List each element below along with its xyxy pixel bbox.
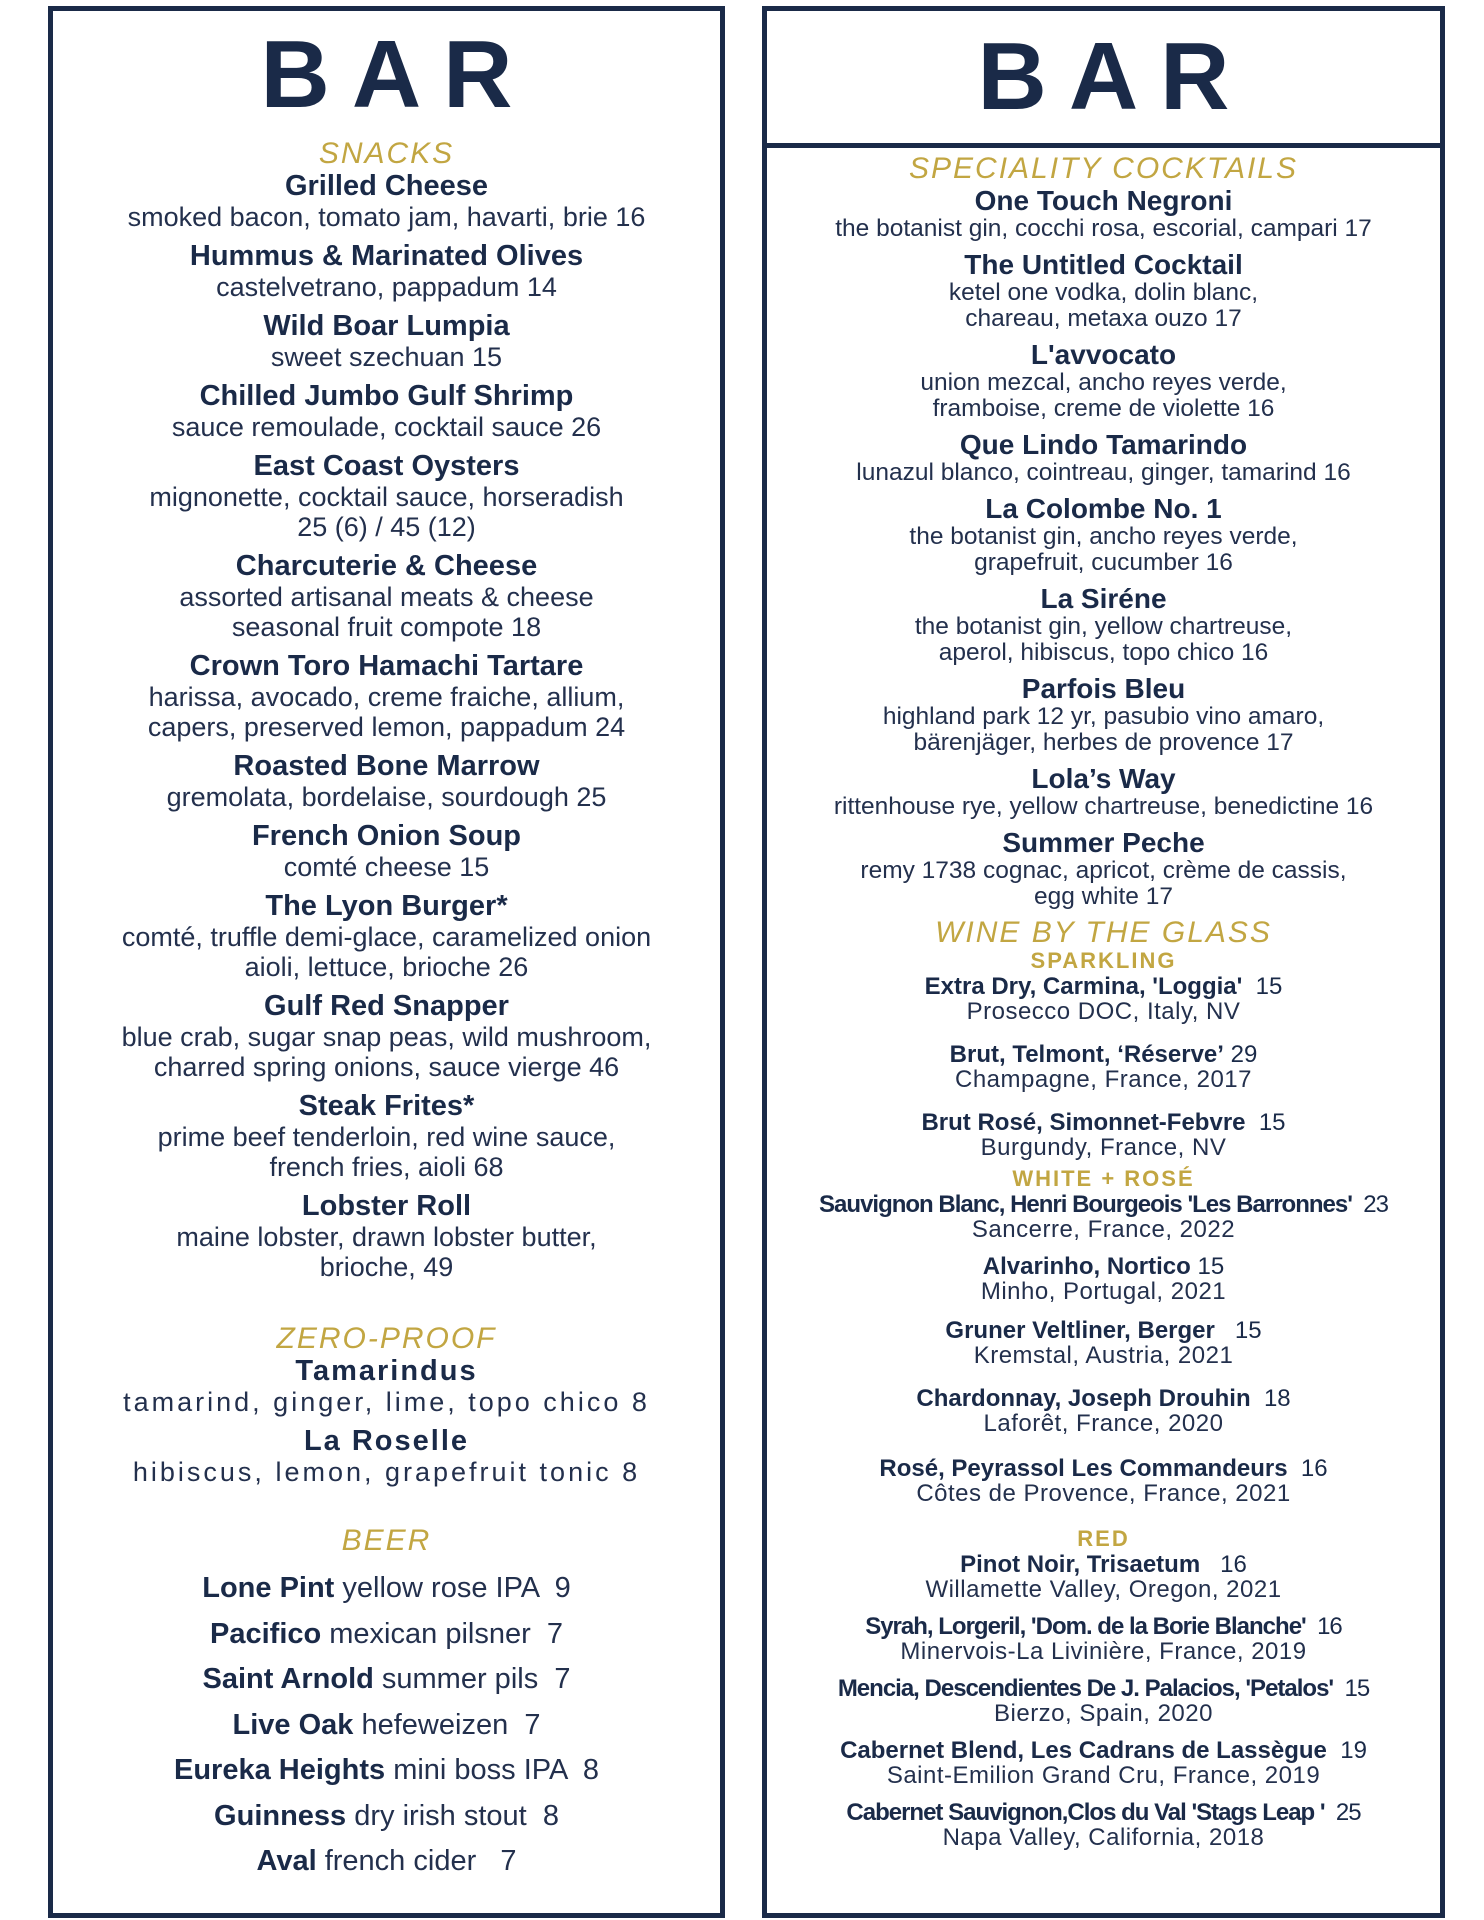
beer-description: summer pils 7 [373,1663,571,1695]
item-description: french fries, aioli 68 [269,1152,504,1182]
wine-name: Cabernet Sauvignon,Clos du Val 'Stags Leap ' [846,1799,1325,1826]
item-description: prime beef tenderloin, red wine sauce, [157,1122,616,1152]
beer-name: Live Oak [232,1708,354,1741]
wine-price: 15 [1242,973,1283,1000]
beer-description: yellow rose IPA 9 [334,1572,571,1604]
menu-item [53,1426,720,1487]
zero-proof-heading: ZERO-PROOF [276,1322,497,1355]
beer-item [53,1703,720,1749]
wine-group [767,948,1440,1160]
wine-group [767,1166,1440,1506]
item-name: The Lyon Burger* [265,890,508,922]
item-description: blue crab, sugar snap peas, wild mushroom, [121,1022,652,1052]
item-description: mignonette, cocktail sauce, horseradish [149,482,624,512]
wine-price: 18 [1250,1385,1291,1412]
wine-name-line [767,1456,1440,1482]
item-description: maine lobster, drawn lobster butter, [176,1222,597,1252]
item-name: Crown Toro Hamachi Tartare [189,650,584,682]
wine-item [767,1254,1440,1304]
item-description: highland park 12 yr, pasubio vino amaro, [882,703,1325,730]
wine-item [767,1800,1440,1850]
item-description: capers, preserved lemon, pappadum 24 [147,712,626,742]
item-name: French Onion Soup [251,820,522,852]
snacks-section [53,137,720,1282]
item-description: tamarind, ginger, lime, topo chico 8 [123,1387,650,1417]
wine-item [767,1456,1440,1506]
wine-price: 29 [1223,1041,1258,1068]
zero-proof-section [53,1322,720,1487]
wine-category-label: SPARKLING [1030,948,1177,973]
item-name: L'avvocato [1030,339,1177,370]
wine-name: Brut Rosé, Simonnet-Febvre [921,1109,1246,1136]
menu-item [53,451,720,542]
item-description: gremolata, bordelaise, sourdough 25 [166,782,607,812]
wine-name-line [767,1192,1440,1218]
wine-name: Extra Dry, Carmina, 'Loggia' [924,973,1243,1000]
item-name: Hummus & Marinated Olives [189,240,584,272]
wine-heading: WINE BY THE GLASS [935,916,1272,949]
menu-item [767,340,1440,422]
item-description: grapefruit, cucumber 16 [974,549,1233,576]
beer-name: Eureka Heights [174,1754,386,1786]
item-name: Grilled Cheese [284,170,489,202]
beer-description: french cider 7 [316,1845,517,1877]
menu-item [767,186,1440,242]
item-description: hibiscus, lemon, grapefruit tonic 8 [132,1457,641,1487]
item-description: comté, truffle demi-glace, caramelized onion [121,922,652,952]
menu-item [53,241,720,302]
beer-name: Guinness [214,1799,347,1832]
item-name: La Roselle [303,1425,470,1457]
wine-name-line [767,974,1440,1000]
menu-item [53,751,720,812]
wine-region: Bierzo, Spain, 2020 [994,1700,1213,1727]
wine-name-line [767,1042,1440,1068]
wine-region: Napa Valley, California, 2018 [942,1824,1265,1851]
wine-item [767,1614,1440,1664]
wine-region: Minho, Portugal, 2021 [980,1278,1227,1305]
menu-item [53,1191,720,1282]
item-description: comté cheese 15 [283,852,490,882]
wine-name: Cabernet Blend, Les Cadrans de Lassègue [840,1737,1327,1764]
item-name: Lobster Roll [301,1190,472,1222]
item-description: union mezcal, ancho reyes verde, [920,369,1287,396]
beer-name: Saint Arnold [202,1663,374,1695]
item-description: the botanist gin, cocchi rosa, escorial, campari 17 [835,215,1372,242]
menu-item [767,674,1440,756]
wine-item [767,1042,1440,1092]
item-description: ketel one vodka, dolin blanc, [948,279,1259,306]
wine-region: Kremstal, Austria, 2021 [973,1342,1234,1369]
item-name: La Colombe No. 1 [985,493,1222,524]
beer-name: Lone Pint [202,1572,335,1604]
item-description: seasonal fruit compote 18 [231,612,542,642]
menu-item [767,494,1440,576]
wine-name: Mencia, Descendientes De J. Palacios, 'Petalos' [837,1675,1334,1702]
wine-item [767,974,1440,1024]
wine-price: 15 [1245,1109,1286,1136]
menu-item [767,584,1440,666]
item-name: East Coast Oysters [253,450,520,482]
menu-item [767,430,1440,486]
item-name: Parfois Bleu [1021,673,1186,704]
wine-name: Pinot Noir, Trisaetum [960,1551,1201,1578]
cocktails-section [767,152,1440,910]
item-description: the botanist gin, ancho reyes verde, [909,523,1298,550]
beer-description: hefeweizen 7 [353,1708,541,1741]
item-name: La Siréne [1040,583,1167,614]
wine-region: Minervois-La Livinière, France, 2019 [900,1638,1307,1665]
wine-item [767,1552,1440,1602]
item-name: Lola’s Way [1031,763,1176,794]
item-name: Roasted Bone Marrow [233,750,540,782]
item-description: framboise, creme de violette 16 [932,395,1275,422]
beer-item [53,1748,720,1794]
menu-item [53,821,720,882]
item-name: Que Lindo Tamarindo [959,429,1248,460]
beer-item [53,1794,720,1840]
bar-title-left: BAR [260,21,535,128]
wine-category-label: RED [1077,1526,1130,1551]
item-name: Charcuterie & Cheese [235,550,538,582]
beer-name: Pacifico [210,1617,322,1650]
item-description: aperol, hibiscus, topo chico 16 [938,639,1269,666]
menu-item [767,828,1440,910]
wine-region: Laforêt, France, 2020 [983,1410,1224,1437]
wine-name: Rosé, Peyrassol Les Commandeurs [879,1455,1288,1482]
wine-region: Prosecco DOC, Italy, NV [966,998,1241,1025]
menu-item [53,651,720,742]
menu-item [53,551,720,642]
wine-item [767,1676,1440,1726]
wine-price: 16 [1305,1613,1342,1640]
wine-region: Burgundy, France, NV [980,1134,1227,1161]
wine-name: Gruner Veltliner, Berger [945,1317,1215,1344]
wine-name: Sauvignon Blanc, Henri Bourgeois 'Les Barronnes' [819,1191,1352,1218]
menu-item [53,891,720,982]
menu-item [767,764,1440,820]
item-name: Wild Boar Lumpia [263,310,510,342]
wine-name-line [767,1318,1440,1344]
wine-price: 16 [1287,1455,1328,1482]
item-name: One Touch Negroni [974,185,1233,216]
right-menu-panel [762,6,1445,1918]
wine-name-line [767,1738,1440,1764]
item-description: rittenhouse rye, yellow chartreuse, benedictine 16 [833,793,1374,820]
item-name: Tamarindus [295,1355,478,1387]
item-description: chareau, metaxa ouzo 17 [965,305,1242,332]
wine-price: 15 [1214,1317,1262,1344]
wine-name-line [767,1110,1440,1136]
wine-region: Sancerre, France, 2022 [971,1216,1236,1243]
item-description: the botanist gin, yellow chartreuse, [914,613,1293,640]
wine-section [767,918,1440,1850]
wine-item [767,1318,1440,1368]
beer-item [53,1657,720,1703]
wine-name-line [767,1386,1440,1412]
wine-name: Syrah, Lorgeril, 'Dom. de la Borie Blanche' [865,1613,1306,1640]
wine-item [767,1192,1440,1242]
item-description: assorted artisanal meats & cheese [179,582,594,612]
beer-description: mini boss IPA 8 [385,1754,599,1786]
left-menu-panel [48,6,725,1918]
wine-price: 23 [1351,1191,1388,1218]
item-description: aioli, lettuce, brioche 26 [244,952,529,982]
wine-item [767,1386,1440,1436]
wine-item [767,1738,1440,1788]
item-name: The Untitled Cocktail [964,249,1243,280]
menu-item [53,1091,720,1182]
beer-name: Aval [256,1845,317,1877]
wine-price: 25 [1324,1799,1361,1826]
wine-price: 16 [1200,1551,1247,1578]
item-description: sauce remoulade, cocktail sauce 26 [171,412,602,442]
wine-name-line [767,1254,1440,1280]
wine-name-line [767,1800,1440,1826]
wine-name: Brut, Telmont, ‘Réserve’ [949,1041,1224,1068]
beer-heading: BEER [341,1524,432,1557]
item-description: charred spring onions, sauce vierge 46 [153,1052,620,1082]
menu-item [53,991,720,1082]
wine-price: 15 [1333,1675,1370,1702]
item-description: egg white 17 [1034,883,1173,910]
item-name: Gulf Red Snapper [264,990,509,1022]
beer-item [53,1566,720,1612]
menu-item [53,311,720,372]
wine-name-line [767,1552,1440,1578]
beer-item [53,1839,720,1885]
wine-item [767,1110,1440,1160]
beer-section [53,1524,720,1885]
wine-region: Côtes de Provence, France, 2021 [916,1480,1291,1507]
snacks-heading: SNACKS [318,137,455,170]
beer-description: mexican pilsner 7 [321,1617,563,1650]
item-description: lunazul blanco, cointreau, ginger, tamarind 16 [856,459,1351,486]
item-description: brioche, 49 [319,1252,454,1282]
item-description: sweet szechuan 15 [270,342,503,372]
wine-region: Champagne, France, 2017 [954,1066,1252,1093]
wine-price: 15 [1190,1253,1225,1280]
beer-item [53,1612,720,1658]
menu-item [53,171,720,232]
wine-region: Saint-Emilion Grand Cru, France, 2019 [886,1762,1321,1789]
wine-price: 19 [1326,1737,1367,1764]
cocktails-heading: SPECIALITY COCKTAILS [909,152,1298,185]
item-description: castelvetrano, pappadum 14 [216,272,557,302]
item-description: remy 1738 cognac, apricot, crème de cassis, [860,857,1347,884]
bar-title-right: BAR [767,11,1440,148]
item-description: smoked bacon, tomato jam, havarti, brie 16 [127,202,646,232]
item-name: Steak Frites* [298,1090,475,1122]
item-description: harissa, avocado, creme fraiche, allium, [148,682,625,712]
menu-item [53,381,720,442]
wine-group [767,1526,1440,1850]
item-description: bärenjäger, herbes de provence 17 [913,729,1294,756]
item-name: Chilled Jumbo Gulf Shrimp [199,380,574,412]
item-description: 25 (6) / 45 (12) [297,512,476,542]
wine-name: Alvarinho, Nortico [982,1253,1191,1280]
beer-description: dry irish stout 8 [346,1799,559,1832]
wine-name: Chardonnay, Joseph Drouhin [916,1385,1251,1412]
wine-category-label: WHITE + ROSÉ [1012,1166,1195,1191]
item-name: Summer Peche [1002,827,1205,858]
wine-region: Willamette Valley, Oregon, 2021 [925,1576,1282,1603]
wine-name-line [767,1614,1440,1640]
wine-name-line [767,1676,1440,1702]
menu-item [767,250,1440,332]
menu-item [53,1356,720,1417]
